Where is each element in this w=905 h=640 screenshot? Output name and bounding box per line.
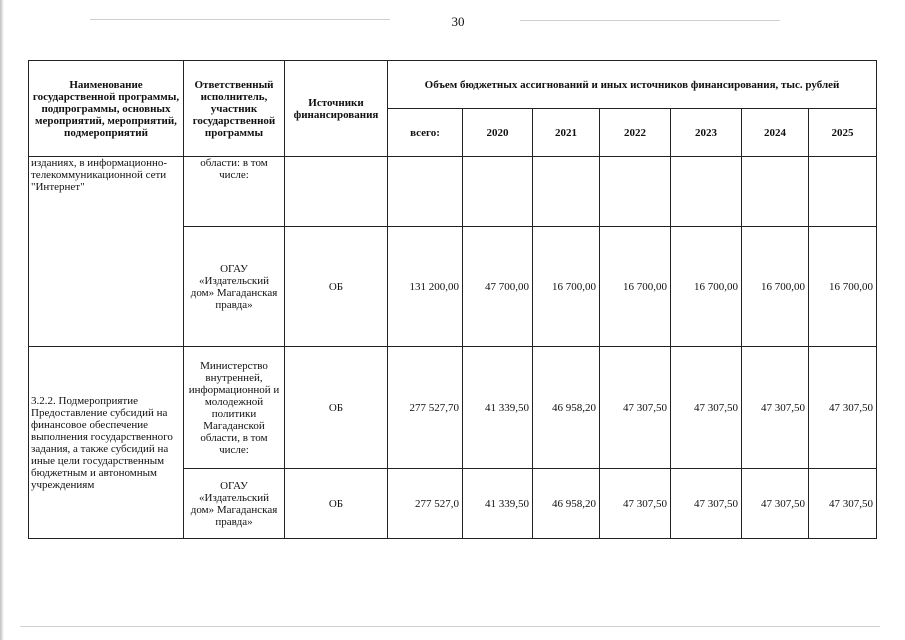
budget-table xyxy=(28,60,877,539)
row-value: 46 958,20 xyxy=(533,347,600,469)
row-source: ОБ xyxy=(285,469,388,539)
row-value: 47 307,50 xyxy=(600,469,671,539)
row-total: 277 527,0 xyxy=(388,469,463,539)
row-value: 47 700,00 xyxy=(463,227,533,347)
row-source: ОБ xyxy=(285,347,388,469)
scan-edge xyxy=(0,0,4,640)
empty-cell xyxy=(285,157,388,227)
empty-cell xyxy=(463,157,533,227)
row-name: 3.2.2. Подмероприятие Предоставление субсидий на финансовое обеспечение выполнения государственного задания, а также субсидий на иные цели государственным бюджетным и автономным учреждениям xyxy=(29,347,184,539)
row-value: 41 339,50 xyxy=(463,469,533,539)
row-source: ОБ xyxy=(285,227,388,347)
empty-cell xyxy=(600,157,671,227)
row-value: 16 700,00 xyxy=(533,227,600,347)
row-name: изданиях, в информационно-телекоммуникационной сети "Интернет" xyxy=(29,157,184,347)
row-value: 47 307,50 xyxy=(742,347,809,469)
header-year: 2020 xyxy=(463,109,533,157)
header-year: 2025 xyxy=(809,109,877,157)
row-value: 46 958,20 xyxy=(533,469,600,539)
row-value: 47 307,50 xyxy=(809,347,877,469)
table-row xyxy=(29,157,877,227)
header-volume: Объем бюджетных ассигнований и иных источников финансирования, тыс. рублей xyxy=(388,61,877,109)
empty-cell xyxy=(388,157,463,227)
header-total: всего: xyxy=(388,109,463,157)
scan-noise-line xyxy=(90,19,390,20)
row-value: 41 339,50 xyxy=(463,347,533,469)
header-executor: Ответственный исполнитель, участник государственной программы xyxy=(184,61,285,157)
header-program-name: Наименование государственной программы, подпрограммы, основных мероприятий, мероприятий, подмероприятий xyxy=(29,61,184,157)
row-value: 16 700,00 xyxy=(600,227,671,347)
row-executor: ОГАУ «Издательский дом» Магаданская правда» xyxy=(184,469,285,539)
row-value: 47 307,50 xyxy=(600,347,671,469)
row-executor: Министерство внутренней, информационной и молодежной политики Магаданской области, в том числе: xyxy=(184,347,285,469)
row-executor: области: в том числе: xyxy=(184,157,285,227)
row-value: 16 700,00 xyxy=(671,227,742,347)
row-value: 16 700,00 xyxy=(742,227,809,347)
row-executor: ОГАУ «Издательский дом» Магаданская правда» xyxy=(184,227,285,347)
page-number: 30 xyxy=(451,14,465,29)
row-value: 16 700,00 xyxy=(809,227,877,347)
empty-cell xyxy=(742,157,809,227)
empty-cell xyxy=(809,157,877,227)
row-value: 47 307,50 xyxy=(671,469,742,539)
header-sources: Источники финансирования xyxy=(285,61,388,157)
row-value: 47 307,50 xyxy=(742,469,809,539)
row-value: 47 307,50 xyxy=(671,347,742,469)
row-total: 277 527,70 xyxy=(388,347,463,469)
scan-noise-line xyxy=(520,20,780,21)
row-value: 47 307,50 xyxy=(809,469,877,539)
empty-cell xyxy=(671,157,742,227)
header-year: 2024 xyxy=(742,109,809,157)
header-year: 2021 xyxy=(533,109,600,157)
scan-noise-line xyxy=(20,626,880,627)
header-year: 2023 xyxy=(671,109,742,157)
header-row xyxy=(29,61,877,109)
header-year: 2022 xyxy=(600,109,671,157)
row-total: 131 200,00 xyxy=(388,227,463,347)
empty-cell xyxy=(533,157,600,227)
table-row xyxy=(29,347,877,469)
